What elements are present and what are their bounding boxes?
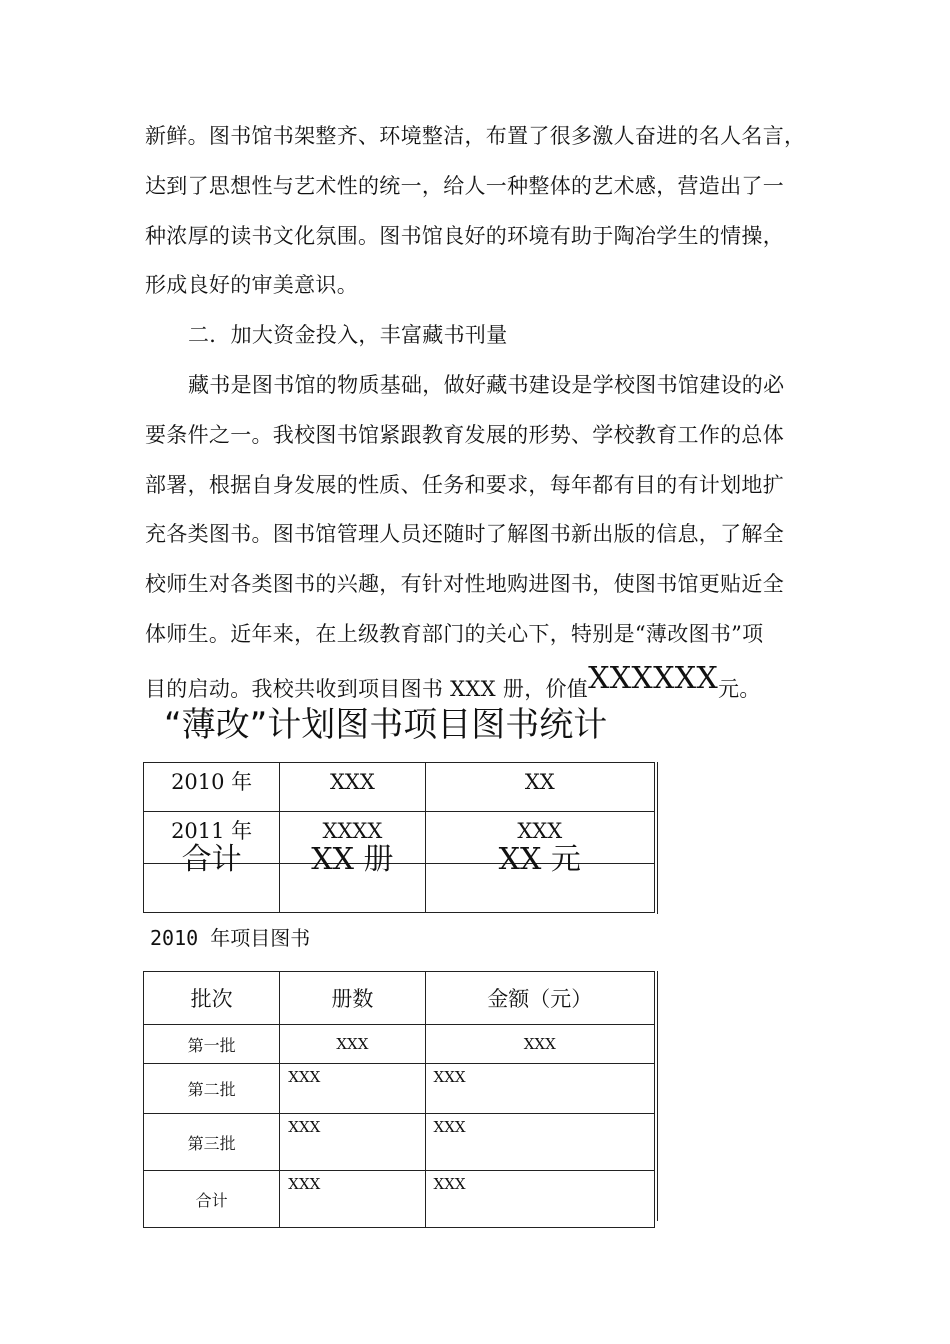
table-cell <box>425 842 654 913</box>
paragraph-line: 充各类图书。图书馆管理人员还随时了解图书新出版的信息，了解全 <box>145 522 784 546</box>
summary-table-title: “薄改”计划图书项目图书统计 <box>164 705 608 745</box>
table-cell <box>144 842 280 913</box>
table-cell: XX <box>425 763 654 812</box>
paragraph-line <box>145 661 761 703</box>
table-cell: 第二批 <box>144 1064 280 1114</box>
table-cell: 合计 <box>144 1171 280 1228</box>
table-cell: XXX <box>280 763 425 812</box>
column-header: 批次 <box>144 972 280 1025</box>
paragraph-line: 体师生。近年来，在上级教育部门的关心下，特别是“薄改图书”项 <box>145 622 764 646</box>
table-cell: XXX <box>280 1114 425 1171</box>
paragraph-line: 种浓厚的读书文化氛围。图书馆良好的环境有助于陶冶学生的情操， <box>145 224 784 248</box>
table-header-row <box>144 972 655 1025</box>
table-cell: XXX <box>425 1171 654 1228</box>
line-start: 目的启动。我校共收到项目图书 XXX 册，价值 <box>145 677 589 701</box>
table-row-total <box>144 1171 655 1228</box>
table-cell: 第一批 <box>144 1025 280 1064</box>
table-cell: XXX <box>280 1064 425 1114</box>
line-end: 元。 <box>718 677 761 701</box>
table-cell: XXX <box>280 1171 425 1228</box>
paragraph-line: 形成良好的审美意识。 <box>145 273 358 297</box>
table-row <box>144 763 655 812</box>
table-cell: XXX <box>425 1114 654 1171</box>
batch-table-heading: 2010 年项目图书 <box>150 926 311 950</box>
table-row-total <box>144 864 655 913</box>
table-cell <box>280 842 425 913</box>
paragraph-line: 校师生对各类图书的兴趣，有针对性地购进图书，使图书馆更贴近全 <box>145 572 784 596</box>
table-row <box>144 1025 655 1064</box>
table-border-double <box>657 762 658 914</box>
total-books: XX 册 <box>311 842 394 877</box>
column-header: 册数 <box>280 972 425 1025</box>
table-row <box>144 1064 655 1114</box>
paragraph-line: 要条件之一。我校图书馆紧跟教育发展的形势、学校教育工作的总体 <box>145 423 784 447</box>
paragraph-line: 部署，根据自身发展的性质、任务和要求，每年都有目的有计划地扩 <box>145 473 784 497</box>
column-header: 金额（元） <box>425 972 654 1025</box>
table-cell: XXX <box>280 1025 425 1064</box>
summary-table <box>143 762 655 913</box>
cell-value: XXXX <box>322 819 383 843</box>
total-label: 合计 <box>181 842 242 877</box>
total-amount: XX 元 <box>498 842 581 877</box>
paragraph-line: 新鲜。图书馆书架整齐、环境整洁，布置了很多激人奋进的名人名言， <box>145 124 806 148</box>
value-amount: XXXXXX <box>588 661 719 696</box>
paragraph-line: 藏书是图书馆的物质基础，做好藏书建设是学校图书馆建设的必 <box>188 373 785 397</box>
table-cell: XXX <box>425 1025 654 1064</box>
table-cell: 第三批 <box>144 1114 280 1171</box>
cell-value: XXX <box>517 819 563 843</box>
section-heading: 二．加大资金投入，丰富藏书刊量 <box>188 323 508 347</box>
table-row <box>144 1114 655 1171</box>
table-cell: XXX <box>425 1064 654 1114</box>
batch-table <box>143 971 655 1228</box>
table-border-double <box>657 971 658 1221</box>
row-label: 2011 年 <box>171 819 253 843</box>
paragraph-line: 达到了思想性与艺术性的统一，给人一种整体的艺术感，营造出了一 <box>145 174 784 198</box>
table-cell: 2010 年 <box>144 763 280 812</box>
